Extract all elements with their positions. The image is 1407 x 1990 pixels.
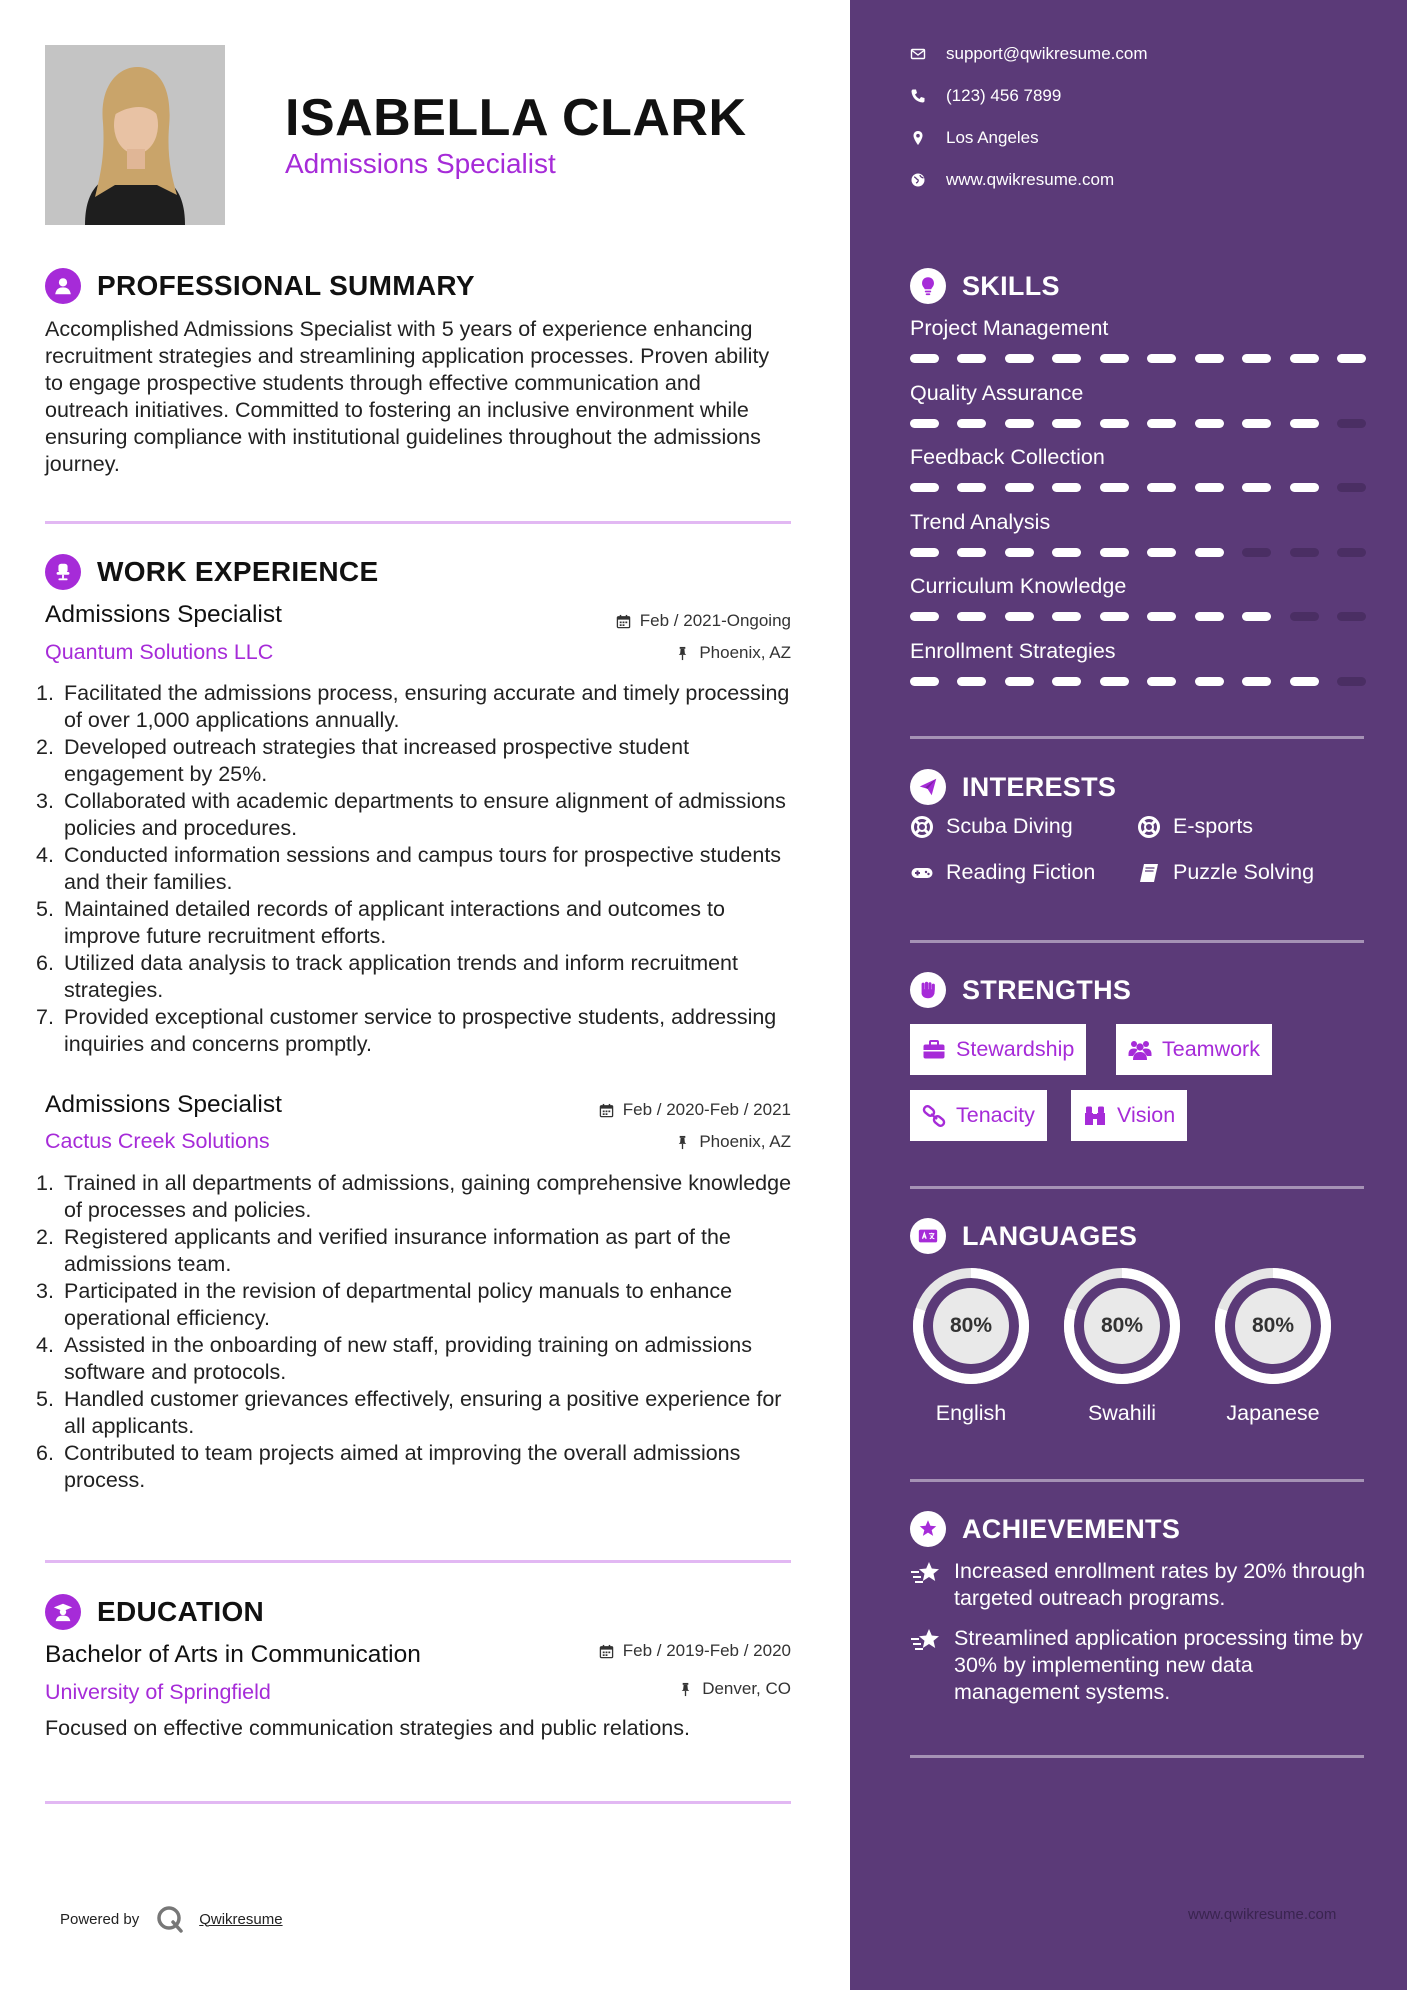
skill-level-segment [910, 419, 939, 428]
language-percent: 80% [1100, 1314, 1144, 1337]
star-speed-icon [910, 1627, 942, 1655]
strengths-heading [910, 972, 1131, 1008]
languages-heading [910, 1218, 1137, 1254]
job-company: Cactus Creek Solutions [45, 1129, 270, 1153]
skill-level-segment [1290, 483, 1319, 492]
bullet-item [36, 788, 796, 842]
sidebar-divider [910, 940, 1364, 943]
skill-level-segment [910, 354, 939, 363]
skill-level-segment [957, 612, 986, 621]
bullet-text: Participated in the revision of departmental policy manuals to enhance operational efficiency. [64, 1279, 733, 1330]
qwikresume-link[interactable]: Qwikresume [199, 1910, 283, 1928]
education-title: EDUCATION [97, 1596, 265, 1627]
experience-title: WORK EXPERIENCE [97, 556, 379, 587]
sidebar [850, 0, 1407, 1990]
calendar-icon [599, 1103, 614, 1118]
contact-email [910, 44, 1148, 64]
book-icon [1137, 861, 1161, 885]
star-speed-icon [910, 1560, 942, 1588]
language-name: English [935, 1401, 1007, 1425]
job-location [391, 643, 791, 663]
skill-level-segment [1100, 483, 1129, 492]
job-location-text: Phoenix, AZ [699, 643, 791, 662]
interests-heading [910, 769, 1116, 805]
school-name: University of Springfield [45, 1680, 271, 1704]
skill-level-segment [1242, 612, 1271, 621]
skill-level-segment [1005, 419, 1034, 428]
paper-plane-icon [910, 769, 946, 805]
life-ring-icon [1137, 815, 1161, 839]
fist-icon [910, 972, 946, 1008]
user-icon [45, 268, 81, 304]
skill-level-segment [1337, 677, 1366, 686]
contact-phone-text[interactable]: (123) 456 7899 [946, 86, 1062, 105]
interest-label: Puzzle Solving [1173, 860, 1315, 884]
chair-icon [45, 554, 81, 590]
skill-level-segment [910, 677, 939, 686]
binoculars-icon [1083, 1105, 1107, 1127]
bullet-number: 6. [36, 1441, 54, 1465]
skill-level-segment [1290, 354, 1319, 363]
job-location [391, 1132, 791, 1152]
interests-title: INTERESTS [962, 771, 1117, 802]
bullet-text: Utilized data analysis to track application trends and inform recruitment strategies. [64, 951, 738, 1002]
skill-level-segment [1242, 354, 1271, 363]
interest-item [910, 860, 1095, 885]
contact-location-text: Los Angeles [946, 128, 1039, 147]
interest-item [910, 814, 1073, 839]
phone-icon [910, 88, 926, 104]
skill-level-segment [1147, 612, 1176, 621]
skill-level-segment [1005, 354, 1034, 363]
bullet-number: 2. [36, 1225, 54, 1249]
briefcase-icon [922, 1039, 946, 1061]
section-divider [45, 1560, 791, 1563]
powered-by-label: Powered by [60, 1910, 140, 1928]
bullet-text: Handled customer grievances effectively, ensuring a positive experience for all applicants. [64, 1387, 782, 1438]
skill-level-segment [1005, 483, 1034, 492]
skill-level-segment [1100, 419, 1129, 428]
skill-level-segment [957, 677, 986, 686]
pin-icon [675, 646, 690, 661]
pin-icon [678, 1682, 693, 1697]
skill-level-segment [1337, 612, 1366, 621]
skill-level-segment [1337, 483, 1366, 492]
bullet-text: Contributed to team projects aimed at improving the overall admissions process. [64, 1441, 741, 1492]
bullet-number: 5. [36, 897, 54, 921]
skill-level-segment [1290, 677, 1319, 686]
skill-level-segment [1242, 677, 1271, 686]
summary-title: PROFESSIONAL SUMMARY [97, 270, 475, 301]
globe-icon [910, 172, 926, 188]
pin-icon [675, 1135, 690, 1150]
sidebar-divider [910, 1479, 1364, 1482]
language-percent: 80% [1251, 1314, 1295, 1337]
contact-location [910, 128, 1039, 148]
bullet-text: Trained in all departments of admissions, gaining comprehensive knowledge of processes and policies. [64, 1171, 792, 1222]
bullet-item [36, 950, 796, 1004]
education-dates [391, 1641, 791, 1661]
skill-level-segment [1195, 419, 1224, 428]
bullet-item [36, 1440, 796, 1494]
calendar-icon [616, 614, 631, 629]
bullet-text: Facilitated the admissions process, ensuring accurate and timely processing of over 1,000 applications annually. [64, 681, 790, 732]
skill-level-segment [1195, 677, 1224, 686]
achievement-item [910, 1558, 1370, 1612]
achievements-heading [910, 1511, 1180, 1547]
lightbulb-icon [910, 268, 946, 304]
skill-name: Enrollment Strategies [910, 638, 1116, 663]
skills-title: SKILLS [962, 270, 1060, 301]
strength-chip [910, 1090, 1047, 1141]
powered-by [60, 1904, 283, 1934]
bullet-text: Assisted in the onboarding of new staff, providing training on admissions software and protocols. [64, 1333, 753, 1384]
job-location-text: Phoenix, AZ [699, 1132, 791, 1151]
life-ring-icon [910, 815, 934, 839]
education-dates-text: Feb / 2019-Feb / 2020 [622, 1641, 791, 1660]
skill-level-bar [910, 548, 1366, 557]
interest-label: E-sports [1173, 814, 1254, 838]
interest-label: Scuba Diving [946, 814, 1073, 838]
skill-level-segment [1195, 483, 1224, 492]
skill-level-bar [910, 677, 1366, 686]
skill-level-bar [910, 354, 1366, 363]
summary-text: Accomplished Admissions Specialist with 5 years of experience enhancing recruitment strategies and streamlining application processes. Proven ability to engage prospective students through effective communication and outreach initiatives. Committed to fostering an inclusive environment while ensuring compliance with institutional guidelines throughout the admissions journey. [45, 317, 770, 476]
graduate-icon [45, 1594, 81, 1630]
skill-name: Feedback Collection [910, 445, 1105, 469]
job-title: Admissions Specialist [45, 1091, 282, 1118]
skill-level-segment [1005, 677, 1034, 686]
skill-level-segment [1337, 548, 1366, 557]
person-photo-icon [45, 45, 225, 225]
footer-website[interactable]: www.qwikresume.com [1188, 1906, 1337, 1923]
skill-level-segment [910, 483, 939, 492]
skill-level-segment [1147, 354, 1176, 363]
interest-item [1137, 814, 1253, 839]
language-name: Swahili [1087, 1401, 1157, 1425]
summary-heading [45, 268, 475, 304]
job-dates-text: Feb / 2020-Feb / 2021 [622, 1100, 791, 1119]
skill-name: Trend Analysis [910, 509, 1051, 534]
job-dates-text: Feb / 2021-Ongoing [639, 611, 791, 630]
job-bullets [36, 680, 796, 1058]
strength-label: Tenacity [956, 1103, 1035, 1127]
skill-level-segment [1147, 548, 1176, 557]
bullet-number: 4. [36, 1333, 54, 1357]
sidebar-divider [910, 1186, 1364, 1189]
bullet-text: Developed outreach strategies that increased prospective student engagement by 25%. [64, 735, 690, 786]
skill-level-segment [910, 612, 939, 621]
skill-level-segment [1100, 548, 1129, 557]
sidebar-divider [910, 1755, 1364, 1758]
language-name: Japanese [1226, 1401, 1320, 1425]
degree-title: Bachelor of Arts in Communication [45, 1641, 421, 1668]
bullet-item [36, 1386, 796, 1440]
strength-label: Teamwork [1162, 1037, 1260, 1061]
interest-label: Reading Fiction [946, 860, 1096, 884]
skill-level-segment [957, 483, 986, 492]
strength-chip [910, 1024, 1086, 1075]
skill-level-segment [1147, 677, 1176, 686]
bullet-item [36, 842, 796, 896]
achievement-text: Streamlined application processing time by 30% by implementing new data management systems. [954, 1626, 1363, 1704]
section-divider [45, 1801, 791, 1804]
education-location [391, 1679, 791, 1699]
star-badge-icon [910, 1511, 946, 1547]
skill-level-bar [910, 483, 1366, 492]
skill-name: Curriculum Knowledge [910, 574, 1127, 598]
achievement-text: Increased enrollment rates by 20% through targeted outreach programs. [954, 1559, 1366, 1610]
contact-phone [910, 86, 1061, 106]
bullet-number: 2. [36, 735, 54, 759]
strength-chip [1116, 1024, 1272, 1075]
skill-name: Project Management [910, 316, 1109, 340]
bullet-text: Conducted information sessions and campus tours for prospective students and their families. [64, 843, 782, 894]
users-icon [1128, 1039, 1152, 1061]
skill-level-segment [1337, 354, 1366, 363]
skill-level-segment [1147, 419, 1176, 428]
skill-level-segment [1242, 548, 1271, 557]
bullet-item [36, 1332, 796, 1386]
contact-website-text[interactable]: www.qwikresume.com [946, 170, 1115, 189]
skill-level-segment [1195, 354, 1224, 363]
job-company: Quantum Solutions LLC [45, 640, 274, 664]
job-dates [391, 611, 791, 631]
section-divider [45, 521, 791, 524]
gamepad-icon [910, 861, 934, 885]
education-location-text: Denver, CO [702, 1679, 791, 1698]
language-item [1061, 1265, 1183, 1426]
skill-level-segment [1100, 677, 1129, 686]
job-bullets [36, 1170, 796, 1494]
skill-level-segment [1242, 483, 1271, 492]
bullet-number: 4. [36, 843, 54, 867]
job-dates [391, 1100, 791, 1120]
skill-level-segment [1052, 354, 1081, 363]
bullet-item [36, 680, 796, 734]
experience-heading [45, 554, 378, 590]
skill-level-segment [1052, 677, 1081, 686]
bullet-item [36, 1004, 796, 1058]
skill-level-segment [957, 548, 986, 557]
map-marker-icon [910, 130, 926, 146]
education-heading [45, 1594, 264, 1630]
skill-level-segment [1290, 419, 1319, 428]
achievements-title: ACHIEVEMENTS [962, 1513, 1181, 1544]
skill-level-segment [1052, 612, 1081, 621]
education-description: Focused on effective communication strategies and public relations. [45, 1716, 690, 1740]
skill-level-segment [1100, 612, 1129, 621]
bullet-number: 3. [36, 1279, 54, 1303]
qwikresume-logo-icon [155, 1904, 185, 1934]
bullet-number: 6. [36, 951, 54, 975]
bullet-item [36, 896, 796, 950]
candidate-name: ISABELLA CLARK [285, 89, 747, 147]
bullet-item [36, 1224, 796, 1278]
interest-item [1137, 860, 1314, 885]
language-item [910, 1265, 1032, 1426]
strength-label: Vision [1117, 1103, 1176, 1127]
bullet-text: Registered applicants and verified insurance information as part of the admissions team. [64, 1225, 731, 1276]
skills-heading [910, 268, 1060, 304]
candidate-role: Admissions Specialist [285, 148, 556, 179]
contact-email-text[interactable]: support@qwikresume.com [946, 44, 1148, 63]
bullet-number: 1. [36, 1171, 54, 1195]
skill-level-segment [1337, 419, 1366, 428]
skill-level-segment [957, 354, 986, 363]
skill-level-bar [910, 612, 1366, 621]
skill-level-segment [1005, 548, 1034, 557]
skill-level-segment [1052, 483, 1081, 492]
bullet-number: 5. [36, 1387, 54, 1411]
skill-level-segment [910, 548, 939, 557]
language-icon [910, 1218, 946, 1254]
skill-level-segment [1242, 419, 1271, 428]
skill-level-segment [957, 419, 986, 428]
bullet-number: 3. [36, 789, 54, 813]
bullet-text: Provided exceptional customer service to prospective students, addressing inquiries and concerns promptly. [64, 1005, 777, 1056]
bullet-number: 7. [36, 1005, 54, 1029]
skill-level-segment [1195, 612, 1224, 621]
strengths-title: STRENGTHS [962, 974, 1132, 1005]
skill-level-segment [1052, 548, 1081, 557]
skill-level-segment [1100, 354, 1129, 363]
contact-website [910, 170, 1114, 190]
bullet-text: Maintained detailed records of applicant interactions and outcomes to improve future recruitment efforts. [64, 897, 725, 948]
calendar-icon [599, 1644, 614, 1659]
language-item [1212, 1265, 1334, 1426]
envelope-icon [910, 46, 926, 62]
link-icon [922, 1105, 946, 1127]
skill-level-segment [1290, 612, 1319, 621]
bullet-text: Collaborated with academic departments to ensure alignment of admissions policies and procedures. [64, 789, 786, 840]
strength-label: Stewardship [956, 1037, 1075, 1061]
job-title: Admissions Specialist [45, 601, 282, 628]
achievement-item [910, 1625, 1370, 1706]
bullet-item [36, 1278, 796, 1332]
skill-level-segment [1290, 548, 1319, 557]
bullet-number: 1. [36, 681, 54, 705]
language-percent: 80% [949, 1314, 993, 1337]
bullet-item [36, 734, 796, 788]
skill-level-segment [1005, 612, 1034, 621]
bullet-item [36, 1170, 796, 1224]
sidebar-divider [910, 736, 1364, 739]
skill-level-segment [1052, 419, 1081, 428]
profile-photo [45, 45, 225, 225]
strength-chip [1071, 1090, 1187, 1141]
skill-level-segment [1147, 483, 1176, 492]
skill-level-segment [1195, 548, 1224, 557]
languages-title: LANGUAGES [962, 1220, 1138, 1251]
skill-level-bar [910, 419, 1366, 428]
skill-name: Quality Assurance [910, 380, 1084, 405]
